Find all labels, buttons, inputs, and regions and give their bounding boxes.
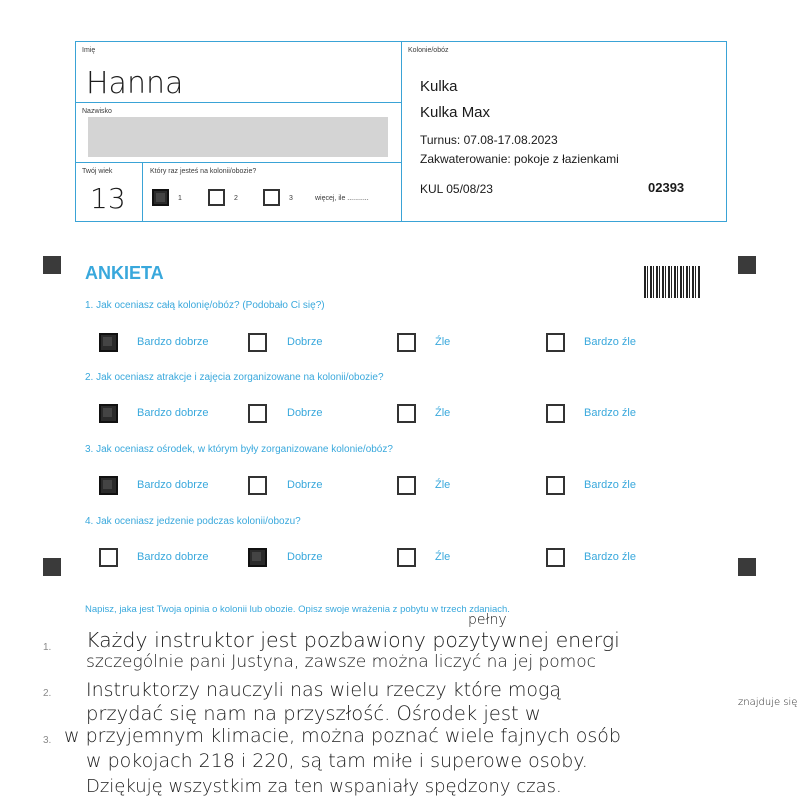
camp-label: Kolonie/obóz <box>408 47 449 54</box>
q3-option-bardzo-dobrze: Bardzo dobrze <box>137 479 209 491</box>
q4-option-zle: Źle <box>435 551 451 563</box>
line-number-2: 2. <box>43 688 52 699</box>
q1-option-dobrze: Dobrze <box>287 336 323 348</box>
form-number: 02393 <box>648 180 685 195</box>
q2-option-dobrze: Dobrze <box>287 407 323 419</box>
visit-more: więcej, ile ........... <box>315 195 369 202</box>
q2-checkbox-dobrze[interactable] <box>248 404 267 423</box>
q4-option-dobrze: Dobrze <box>287 551 323 563</box>
visit-checkbox-2[interactable] <box>208 189 225 206</box>
accommodation: Zakwaterowanie: pokoje z łazienkami <box>420 152 619 166</box>
opinion-prompt: Napisz, jaka jest Twoja opinia o kolonii lub obozie. Opisz swoje wrażenia z pobytu w trzech zdaniach. <box>85 604 510 615</box>
q1-option-bardzo-zle: Bardzo źle <box>584 336 636 348</box>
visit-option-2: 2 <box>234 195 238 202</box>
question-3: 3. Jak oceniasz ośrodek, w którym były zorganizowane kolonie/obóz? <box>85 444 393 455</box>
surname-redaction <box>88 117 388 157</box>
q1-option-bardzo-dobrze: Bardzo dobrze <box>137 336 209 348</box>
header-divider-surname <box>75 162 401 163</box>
handwriting-line-7: Dziękuję wszystkim za ten wspaniały spędzony czas. <box>86 776 562 797</box>
q2-checkbox-bardzo-zle[interactable] <box>546 404 565 423</box>
camp-name-2: Kulka Max <box>420 104 491 121</box>
reg-marker-top-left <box>43 256 61 274</box>
name-label: Imię <box>82 47 96 54</box>
camp-code: KUL 05/08/23 <box>420 182 493 196</box>
question-1: 1. Jak oceniasz całą kolonię/obóz? (Podobało Ci się?) <box>85 300 325 311</box>
line-number-1: 1. <box>43 642 52 653</box>
q1-checkbox-zle[interactable] <box>397 333 416 352</box>
handwriting-line-3: Instruktorzy nauczyli nas wielu rzeczy które mogą <box>86 679 562 701</box>
q2-option-zle: Źle <box>435 407 451 419</box>
question-4: 4. Jak oceniasz jedzenie podczas kolonii/obozu? <box>85 516 301 527</box>
q3-option-zle: Źle <box>435 479 451 491</box>
reg-marker-bottom-left <box>43 558 61 576</box>
reg-marker-bottom-right <box>738 558 756 576</box>
q4-checkbox-bardzo-zle[interactable] <box>546 548 565 567</box>
age-value: 13 <box>90 182 126 215</box>
survey-title: ANKIETA <box>85 263 164 283</box>
q4-checkbox-dobrze[interactable] <box>248 548 267 567</box>
header-divider-vertical <box>401 41 402 222</box>
surname-label: Nazwisko <box>82 108 112 115</box>
barcode <box>644 266 700 298</box>
q4-checkbox-bardzo-dobrze[interactable] <box>99 548 118 567</box>
q4-option-bardzo-dobrze: Bardzo dobrze <box>137 551 209 563</box>
q1-checkbox-bardzo-zle[interactable] <box>546 333 565 352</box>
question-2: 2. Jak oceniasz atrakcje i zajęcia zorganizowane na kolonii/obozie? <box>85 372 384 383</box>
q3-checkbox-bardzo-dobrze[interactable] <box>99 476 118 495</box>
handwriting-line-5: w przyjemnym klimacie, można poznać wiele fajnych osób <box>64 725 621 747</box>
q2-option-bardzo-dobrze: Bardzo dobrze <box>137 407 209 419</box>
turnus: Turnus: 07.08-17.08.2023 <box>420 133 558 147</box>
q2-checkbox-zle[interactable] <box>397 404 416 423</box>
handwriting-line-1: Każdy instruktor jest pozbawiony pozytywnej energi <box>86 628 620 652</box>
reg-marker-top-right <box>738 256 756 274</box>
q3-checkbox-bardzo-zle[interactable] <box>546 476 565 495</box>
q3-option-bardzo-zle: Bardzo źle <box>584 479 636 491</box>
header-divider-age <box>142 162 143 222</box>
age-label: Twój wiek <box>82 168 113 175</box>
q1-checkbox-bardzo-dobrze[interactable] <box>99 333 118 352</box>
q1-checkbox-dobrze[interactable] <box>248 333 267 352</box>
visit-option-3: 3 <box>289 195 293 202</box>
q2-option-bardzo-zle: Bardzo źle <box>584 407 636 419</box>
handwriting-line-2: szczególnie pani Justyna, zawsze można liczyć na jej pomoc <box>86 652 596 672</box>
q4-option-bardzo-zle: Bardzo źle <box>584 551 636 563</box>
header-divider-name <box>75 102 401 103</box>
handwriting-insert-side: znajduje się <box>738 697 798 708</box>
visit-option-1: 1 <box>178 195 182 202</box>
q3-option-dobrze: Dobrze <box>287 479 323 491</box>
q3-checkbox-dobrze[interactable] <box>248 476 267 495</box>
visit-checkbox-3[interactable] <box>263 189 280 206</box>
q2-checkbox-bardzo-dobrze[interactable] <box>99 404 118 423</box>
visit-checkbox-1[interactable] <box>152 189 169 206</box>
handwriting-line-6: w pokojach 218 i 220, są tam miłe i superowe osoby. <box>86 750 588 772</box>
line-number-3: 3. <box>43 735 52 746</box>
name-value: Hanna <box>86 66 184 101</box>
handwriting-line-4: przydać się nam na przyszłość. Ośrodek jest w <box>86 702 541 725</box>
q4-checkbox-zle[interactable] <box>397 548 416 567</box>
camp-name: Kulka <box>420 78 458 95</box>
q1-option-zle: Źle <box>435 336 451 348</box>
handwriting-insert-above: pełny <box>468 612 507 628</box>
q3-checkbox-zle[interactable] <box>397 476 416 495</box>
visit-label: Który raz jesteś na kolonii/obozie? <box>150 168 257 175</box>
